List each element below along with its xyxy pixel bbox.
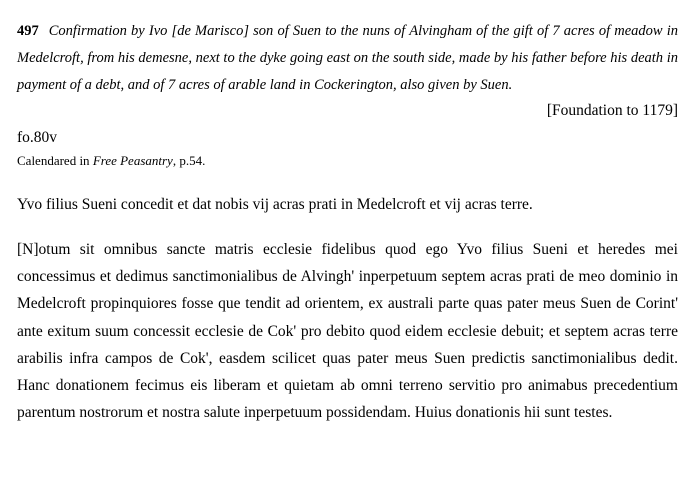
calendared-suffix: , p.54. [172, 153, 206, 168]
entry-heading [17, 18, 678, 99]
latin-summary: Yvo filius Sueni concedit et dat nobis vij acras prati in Medelcroft et vij acras terre. [17, 196, 533, 213]
entry-heading-text: Confirmation by Ivo [de Marisco] son of Suen to the nuns of Alvingham of the gift of 7 acres of meadow in Medelcroft, from his demesne, next to the dyke going east on the south side, made by his father before his death in payment of a debt, and of 7 acres of arable land in Cockerington, also given by Suen. [17, 23, 678, 93]
calendared-prefix: Calendared in [17, 153, 93, 168]
entry-number: 497 [17, 23, 39, 39]
document-page [17, 18, 678, 426]
folio-reference: fo.80v [17, 129, 58, 146]
calendared-work-title: Free Peasantry [92, 153, 173, 168]
calendared-reference [17, 151, 678, 171]
charter-text: [N]otum sit omnibus sancte matris ecclesie fidelibus quod ego Yvo filius Sueni et heredes mei concessimus et dedimus sanctimonialibus de Alvingh' inperpetuum septem acras prati de meo dominio in Medelcroft propinquiores fosse que tendit ad orientem, ex australi parte quas pater meus Suen de Corint' ante exitum suum concessit ecclesie de Cok' pro debito quod eidem ecclesie debuit; et septem acras terre arabilis infra campos de Cok', easdem scilicet quas pater meus Suen predictis sanctimonialibus dedit. Hanc donationem fecimus eis liberam et quietam ab omni terreno servitio pro animabus precedentium parentum nostrorum et nostra salute inperpetuum possidendam. Huius donationis hii sunt testes. [17, 241, 678, 422]
entry-date: [Foundation to 1179] [546, 102, 678, 119]
